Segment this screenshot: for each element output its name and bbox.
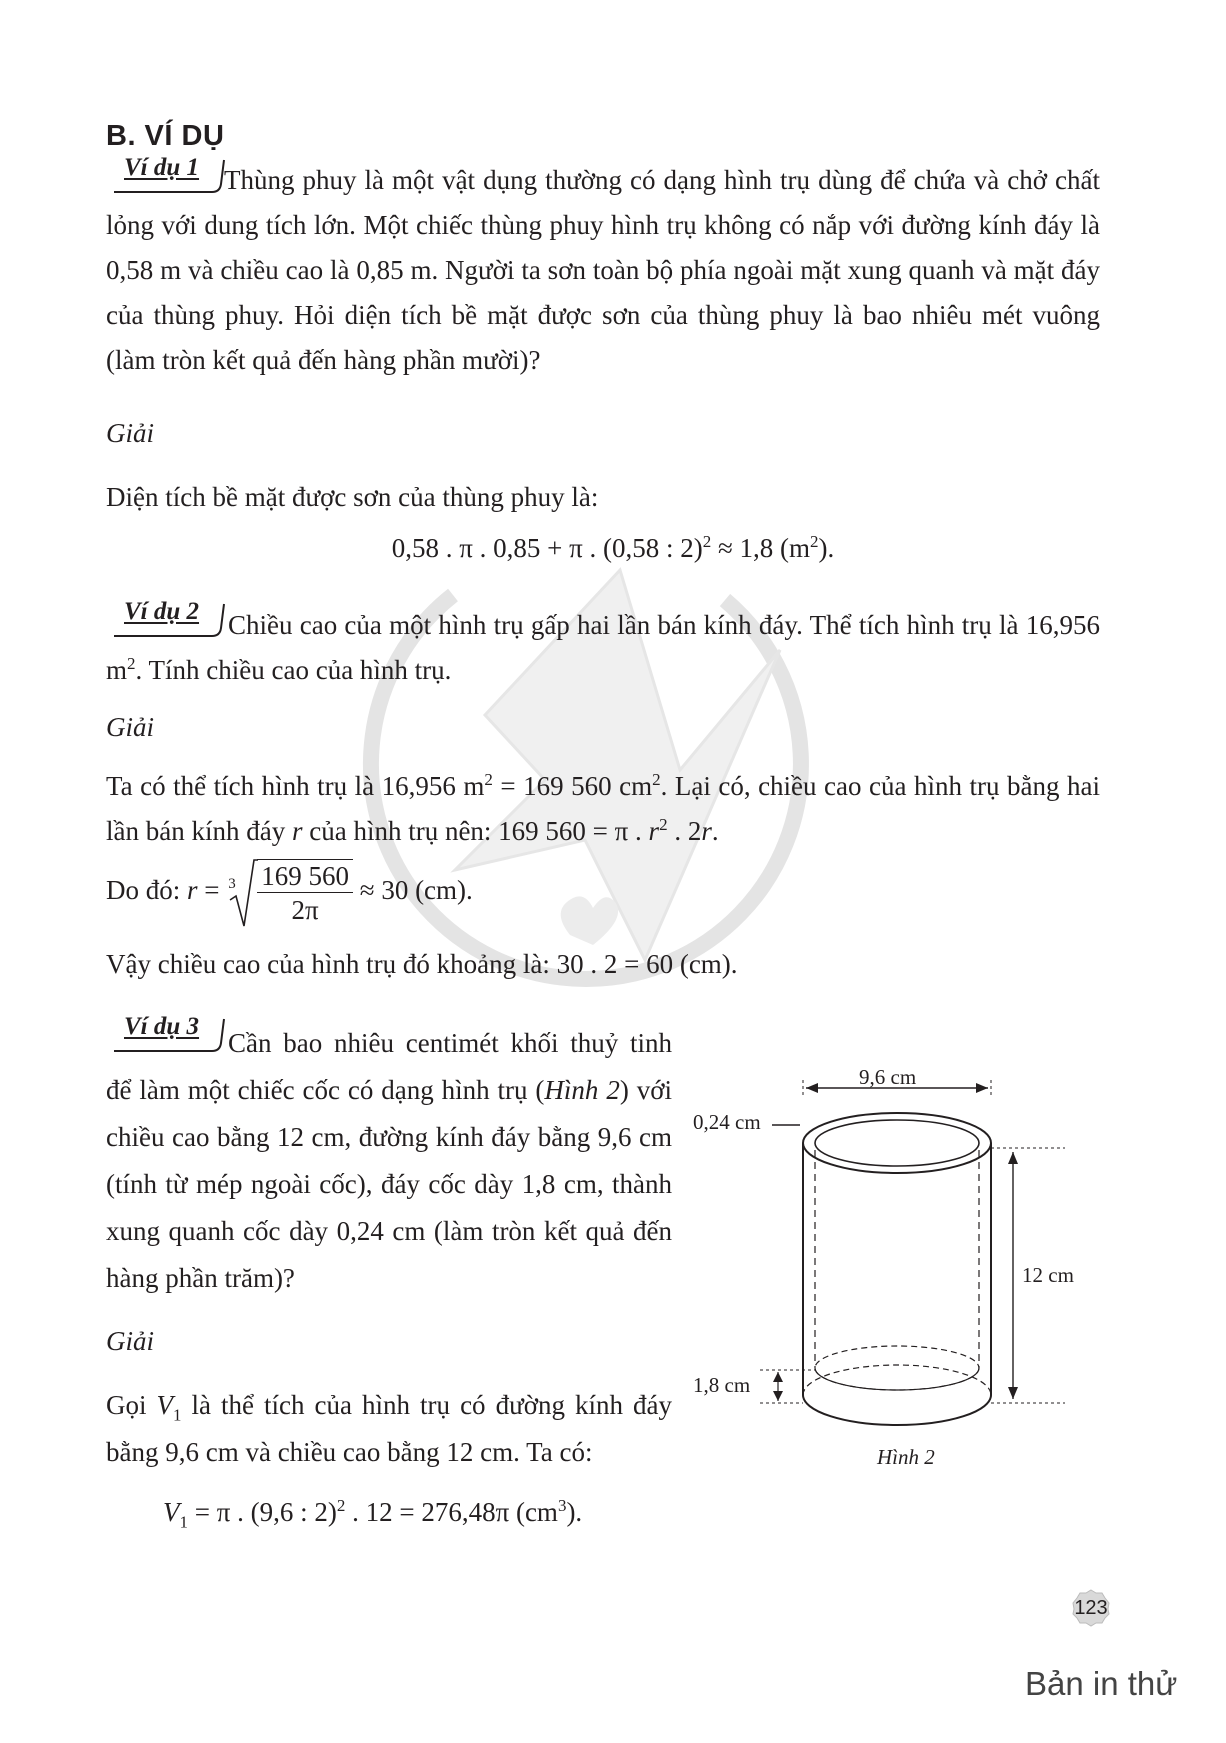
example-3-solution-label: Giải bbox=[106, 1326, 155, 1356]
example-1-line: Thùng phuy là một vật dụng thường có dạng hình trụ dùng để chứa và chở bbox=[224, 165, 1047, 195]
example-1-formula: 0,58 . π . 0,85 + π . (0,58 : 2)$^2$ ≈ 1,8 $(m^2)$. bbox=[391, 532, 835, 563]
example-3-solution-text: Gọi $V_1$ là thể tích của hình trụ có đường kính đáy bằng 9,6 cm và chiều cao bằng 12 cm. Ta có: bbox=[106, 1390, 673, 1467]
example-1-line: kính đáy là 0,58 m và chiều cao là 0,85 m. Người ta sơn toàn bộ phía ngoài mặt xung bbox=[106, 210, 1101, 285]
example-3-formula: $V_1 = \pi$ . (9,6 : 2)$^2$ . 12 = 276,48π $(cm^3)$. bbox=[163, 1496, 583, 1532]
root-fraction: $\frac{169 560}{2\pi}$ bbox=[257, 859, 353, 927]
example-2-solution-label: Giải bbox=[106, 712, 155, 742]
example-1-tag-label: Ví dụ 1 bbox=[124, 154, 200, 181]
height-label: 12 cm bbox=[1022, 1263, 1074, 1287]
example-1-solution-intro: Diện tích bề mặt được sơn của thùng phuy là: bbox=[106, 482, 599, 512]
example-3-problem: Cần bao nhiêu centimét khối thuỷ tinh để làm một chiếc cốc có dạng hình trụ (Hình 2) với chiều cao bằng 12 cm, đường kính đáy bằng 9,6 cm (tính từ mép ngoài cốc), đáy cốc dày 1,8 cm, thành xung quanh cốc dày 0,24 cm (làm tròn kết quả đến hàng phần trăm)? bbox=[106, 1028, 673, 1293]
example-2-problem: Chiều cao của một hình trụ gấp hai lần bán kính đáy. Thể tích hình trụ là 16,956 $m^2$. Tính chiều cao của hình trụ. bbox=[106, 610, 1100, 685]
section-title: B. VÍ DỤ bbox=[106, 120, 225, 152]
example-1-solution-label: Giải bbox=[106, 418, 155, 448]
example-2-solution-text: Ta có thể tích hình trụ là 16,956 $m^2 = 169$ 560 $cm^2$. Lại có, chiều cao của hình trụ bằng hai lần bán kính đáy r của hình trụ nên: 169 560 = π . $r^2$ . 2r. bbox=[106, 770, 1101, 846]
example-2-conclusion: Vậy chiều cao của hình trụ đó khoảng là: 30 . 2 = 60 (cm). bbox=[106, 949, 738, 979]
cylinder-figure bbox=[690, 1060, 1090, 1500]
radical-icon bbox=[226, 858, 258, 930]
diameter-label: 9,6 cm bbox=[859, 1065, 917, 1089]
example-1-problem bbox=[106, 158, 1100, 383]
page-number: 123 bbox=[1071, 1588, 1111, 1628]
figure-caption: Hình 2 bbox=[877, 1445, 935, 1469]
example-1-line: bao nhiêu mét vuông (làm tròn kết quả đến hàng phần mười)? bbox=[106, 300, 1100, 375]
example-1-line: chất lỏng với dung tích lớn. Một chiếc thùng phuy hình trụ không có nắp với đường bbox=[106, 165, 1100, 240]
example-1-line: quanh và mặt đáy của thùng phuy. Hỏi diện tích bề mặt được sơn của thùng phuy là bbox=[106, 255, 1100, 330]
cube-root-sign: 3 bbox=[226, 858, 258, 928]
wall-thickness-label: 0,24 cm bbox=[693, 1110, 761, 1134]
example-2-tag-label: Ví dụ 2 bbox=[124, 598, 200, 625]
example-3-tag-label: Ví dụ 3 bbox=[124, 1013, 200, 1040]
figure-reference: Hình 2 bbox=[544, 1075, 620, 1105]
example-2-cube-root-line: Do đó: r = 3 $\frac{169 560}{2\pi}$ ≈ 30 (cm). bbox=[106, 858, 473, 928]
draft-label: Bản in thử bbox=[1025, 1665, 1178, 1702]
bottom-thickness-label: 1,8 cm bbox=[693, 1373, 751, 1397]
